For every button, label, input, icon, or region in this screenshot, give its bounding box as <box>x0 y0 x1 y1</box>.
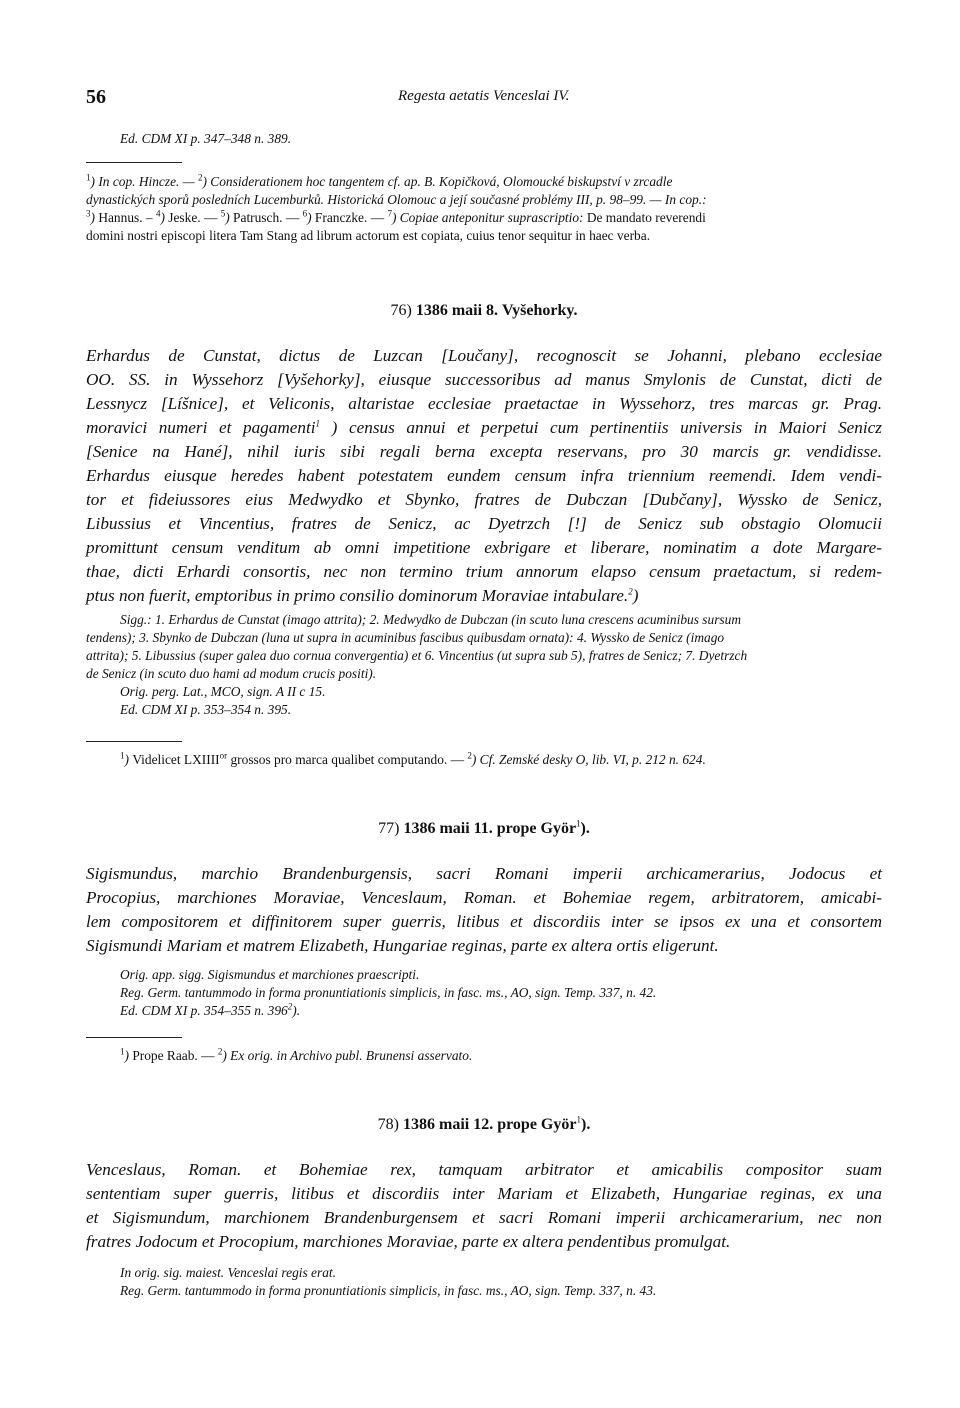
footnote-text: domini nostri episcopi litera Tam Stang ad librum actorum est copiata, cuius tenor sequitur in haec verba. <box>86 228 651 243</box>
footnote-rule <box>86 162 182 163</box>
abstract-line: lem compositorem et diffinitorem super guerris, litibus et discordiis inter se ipsos ex una et consortem <box>86 912 882 931</box>
top-footnotes: $^1$) In cop. Hincze. — $^2$) Considerationem hoc tangentem cf. ap. B. Kopičková, Olomoucké biskupství v zrcadle dynastických sporů posledních Lucemburků. Historická Olomouc a její současné problémy III, p. 98–99. — In cop.: $^3$) Hannus. – $^4$) Jeske. — $^5$) Patrusch. — $^6$) Franczke. — $^7$) Copiae anteponitur suprascriptio: De mandato reverendi domini nostri episcopi litera Tam Stang ad librum actorum est copiata, cuius tenor sequitur in haec verba. <box>86 173 882 245</box>
footnote-marker: 2 <box>628 586 633 597</box>
abstract-line: [Senice na Hané], nihil iuris sibi regali berna excepta reservans, pro 30 marcis gr. vendidisse. <box>86 442 882 461</box>
heading-end: ). <box>580 820 590 837</box>
abstract-line: promittunt censum venditum ab omni impetitione exbrigare et liberare, nominatim a dote Margare- <box>86 538 882 557</box>
entry-76-notes <box>86 611 882 719</box>
entry-date: 1386 maii 12. <box>403 1116 494 1133</box>
entry-78-abstract <box>86 1158 882 1254</box>
entry-date: 1386 maii 11. <box>403 820 493 837</box>
footnote-marker: 1 <box>86 172 91 183</box>
note-line: Reg. Germ. tantummodo in forma pronuntiationis simplicis, in fasc. ms., AO, sign. Temp. 337, n. 42. <box>120 985 657 1000</box>
footnote-text: Hannus. – <box>98 210 156 225</box>
footnote-text: Jeske. — <box>168 210 221 225</box>
footnote-text: dynastických sporů posledních Lucemburků. Historická Olomouc a její současné problémy III, p. 98–99. — In cop.: <box>86 192 707 207</box>
abstract-line: fratres Jodocum et Procopium, marchiones Moraviae, parte ex altera pendentibus promulgat. <box>86 1232 731 1251</box>
abstract-line: Erhardus eiusque heredes habent potestatem eundem censum infra triennium reemendi. Idem vendi- <box>86 466 882 485</box>
footnote-marker: 2 <box>217 1046 223 1057</box>
abstract-line: ptus non fuerit, emptoribus in primo consilio dominorum Moraviae intabulare. <box>86 586 629 605</box>
abstract-line: thae, dicti Erhardi consortis, nec non termino trium annorum elapso censum praetactum, si redem- <box>86 562 882 581</box>
abstract-line: ) census annui et perpetui cum pertinentiis universis in Maiori Senicz <box>320 418 882 437</box>
entry-77-notes <box>86 966 882 1020</box>
entry-77-abstract <box>86 862 882 958</box>
footnote-marker: 3 <box>86 208 91 219</box>
running-head: Regesta aetatis Venceslai IV. <box>398 88 570 104</box>
footnote-marker: 6 <box>302 208 308 219</box>
note-line: Orig. app. sigg. Sigismundus et marchiones praescripti. <box>120 967 420 982</box>
footnote-text: Copiae anteponitur suprascriptio: <box>399 210 584 225</box>
note-line: Sigg.: 1. Erhardus de Cunstat (imago attrita); 2. Medwydko de Dubczan (in scuto luna crescens acuminibus sursum <box>120 612 741 627</box>
entry-77-heading <box>86 820 882 838</box>
footnote-text: Cf. Zemské desky O, lib. VI, p. 212 n. 624. <box>479 752 706 767</box>
footnote-rule <box>86 1037 182 1038</box>
footnote-marker: 7 <box>387 208 392 219</box>
footnote-text: Patrusch. — <box>233 210 303 225</box>
note-line-end: ). <box>292 1003 301 1018</box>
note-line: Reg. Germ. tantummodo in forma pronuntiationis simplicis, in fasc. ms., AO, sign. Temp. 337, n. 43. <box>120 1283 657 1298</box>
footnote-marker: 1 <box>576 818 581 829</box>
abstract-line: sententiam super guerris, litibus et discordiis inter Mariam et Elizabeth, Hungariae reginas, ex una <box>86 1184 882 1203</box>
superscript: or <box>219 750 228 761</box>
top-edition: Ed. CDM XI p. 347–348 n. 389. <box>120 131 292 146</box>
abstract-line: Erhardus de Cunstat, dictus de Luzcan [Loučany], recognoscit se Johanni, plebano ecclesiae <box>86 346 882 365</box>
note-line: Ed. CDM XI p. 353–354 n. 395. <box>120 702 292 717</box>
entry-place: prope Györ <box>496 820 577 837</box>
footnote-rule <box>86 741 182 742</box>
footnote-text: De mandato reverendi <box>583 210 706 225</box>
abstract-line: Procopius, marchiones Moraviae, Venceslaum, Roman. et Bohemiae regem, arbitratorem, amicabi- <box>86 888 882 907</box>
abstract-line: ) <box>632 586 639 605</box>
entry-78-heading <box>86 1116 882 1134</box>
heading-end: ). <box>580 1116 591 1133</box>
entry-date: 1386 maii 8. <box>415 302 499 319</box>
entry-number: 78) <box>377 1116 399 1133</box>
entry-number: 76) <box>390 302 412 319</box>
entry-76-heading <box>86 302 882 320</box>
entry-place: Vyšehorky. <box>502 302 578 319</box>
footnote-marker: 2 <box>467 750 472 761</box>
abstract-line: et Sigismundum, marchionem Brandenburgensem et sacri Romani imperii archicamerarium, nec non <box>86 1208 882 1227</box>
note-line: tendens); 3. Sbynko de Dubczan (luna ut supra in acuminibus fascibus quibusdam ornata): 4. Wyssko de Senicz (imago <box>86 630 725 645</box>
footnote-text: Franczke. — <box>314 210 388 225</box>
footnote-marker: 1 <box>120 1046 125 1057</box>
abstract-line: Libussius et Vincentius, fratres de Senicz, ac Dyetrzch [!] de Senicz sub obstagio Olomucii <box>86 514 882 533</box>
abstract-line: Lessnycz [Líšnice], et Veliconis, altaristae ecclesiae praetactae in Wyssehorz, tres marcas gr. Prag. <box>86 394 882 413</box>
footnote-text: grossos pro marca qualibet computando. — <box>227 752 468 767</box>
note-line: Ed. CDM XI p. 354–355 n. 396 <box>120 1003 288 1018</box>
footnote-text: Videlicet LXIIII <box>132 752 220 767</box>
abstract-line: Sigismundi Mariam et matrem Elizabeth, Hungariae reginas, parte ex altera ortis eligerunt. <box>86 936 719 955</box>
footnote-marker: 1 <box>576 1114 581 1125</box>
abstract-line: OO. SS. in Wyssehorz [Vyšehorky], eiusque successoribus ad manus Smylonis de Cunstat, dicti de <box>86 370 882 389</box>
footnote-marker: 2 <box>197 172 203 183</box>
abstract-line: Sigismundus, marchio Brandenburgensis, sacri Romani imperii archicamerarius, Jodocus et <box>86 864 882 883</box>
abstract-line: tor et fideiussores eius Medwydko et Sbynko, fratres de Dubczan [Dubčany], Wyssko de Senicz, <box>86 490 882 509</box>
note-line: In orig. sig. maiest. Venceslai regis erat. <box>120 1265 336 1280</box>
footnote-text: Considerationem hoc tangentem cf. ap. B. Kopičková, Olomoucké biskupství v zrcadle <box>210 174 673 189</box>
entry-78-notes <box>86 1264 882 1300</box>
entry-place: prope Györ <box>497 1116 577 1133</box>
footnote-text: In cop. Hincze. — <box>98 174 198 189</box>
footnote-marker: 1 <box>315 418 321 429</box>
abstract-line: moravici numeri et pagamenti <box>86 418 316 437</box>
footnote-marker: 5 <box>220 208 226 219</box>
note-line: attrita); 5. Libussius (super galea duo cornua convergentia) et 6. Vincentius (ut supra sub 5), fratres de Senicz; 7. Dyetrzch <box>86 648 748 663</box>
footnote-marker: 1 <box>120 750 125 761</box>
footnote-text: Ex orig. in Archivo publ. Brunensi asservato. <box>230 1048 473 1063</box>
footnote-marker: 2 <box>287 1001 293 1012</box>
abstract-line: Venceslaus, Roman. et Bohemiae rex, tamquam arbitrator et amicabilis compositor suam <box>86 1160 882 1179</box>
note-line: Orig. perg. Lat., MCO, sign. A II c 15. <box>120 684 326 699</box>
footnote-marker: 4 <box>155 208 161 219</box>
note-line: de Senicz (in scuto duo hami ad modum crucis positi). <box>86 666 377 681</box>
entry-number: 77) <box>378 820 400 837</box>
entry-76-footnotes: $^1$) Videlicet $LXIIII^{or}$ grossos pro marca qualibet computando. — $^2$) Cf. Zemské desky O, lib. VI, p. 212 n. 624. <box>120 750 706 767</box>
page-number: 56 <box>86 86 106 108</box>
footnote-text: Prope Raab. — <box>132 1048 218 1063</box>
entry-77-footnotes: $^1$) Prope Raab. — $^2$) Ex orig. in Archivo publ. Brunensi asservato. <box>120 1046 473 1063</box>
entry-76-abstract <box>86 344 882 608</box>
